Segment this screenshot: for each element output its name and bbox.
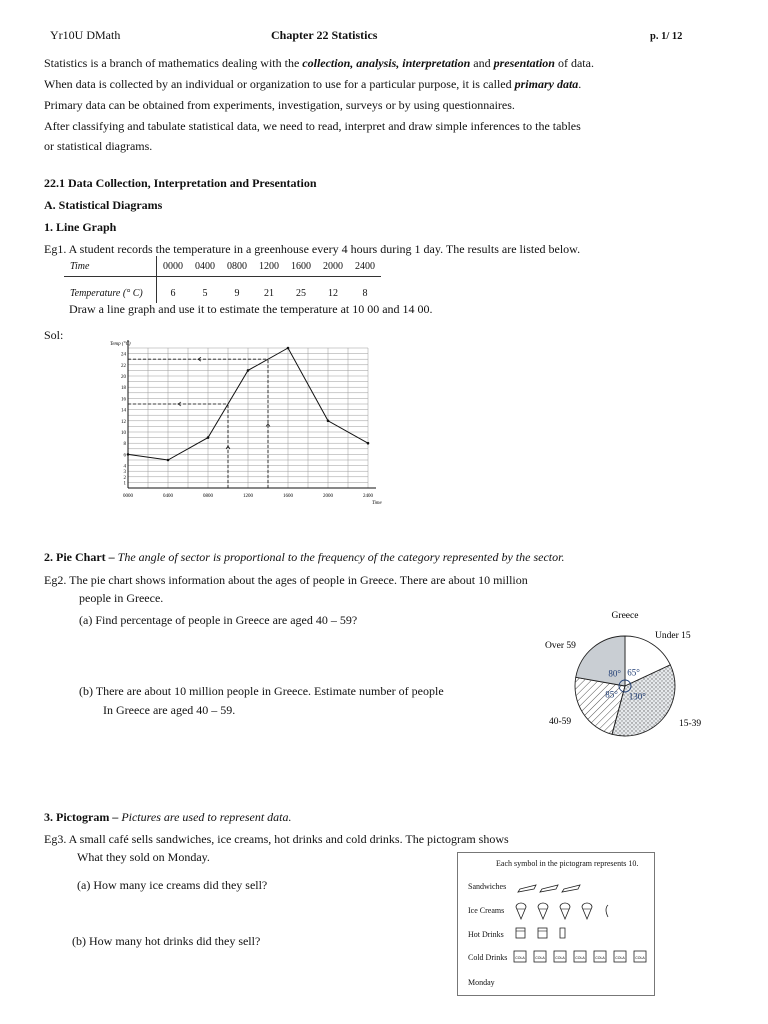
eg3-question-b: (b) How many hot drinks did they sell? [72, 934, 261, 948]
cold-drink-icon [514, 951, 526, 962]
y-axis-label: Temp (°C) [110, 342, 131, 347]
table-cell: 5 [202, 287, 208, 299]
table-cell: 1600 [285, 256, 317, 277]
x-tick-label: 2400 [363, 494, 373, 499]
y-tick-label: 4 [123, 464, 126, 470]
table-cell: 8 [362, 287, 368, 299]
table-cell: 21 [264, 287, 274, 299]
cold-drink-icon [554, 951, 566, 962]
pictogram-symbols [458, 853, 654, 995]
y-tick-label: 2 [123, 475, 126, 481]
table-cell: 9 [234, 287, 240, 299]
table-cell: 0400 [189, 256, 221, 277]
ice-cream-partial-icon [606, 905, 608, 917]
data-point [207, 436, 210, 439]
can-label: COLA [635, 956, 645, 960]
can-label: COLA [535, 956, 545, 960]
y-tick-label: 14 [121, 408, 126, 414]
pie-chart-heading [44, 550, 564, 565]
intro-text: and [470, 56, 494, 70]
can-label: COLA [615, 956, 625, 960]
intro-text: Statistics is a branch of mathematics dealing with the [44, 56, 303, 70]
intro-emphasis: collection, analysis, interpretation [302, 56, 471, 70]
eg3-line-2: What they sold on Monday. [77, 850, 210, 864]
pie-heading-desc: The angle of sector is proportional to the frequency of the category represented by the sector. [117, 550, 565, 564]
pie-heading-label: 2. Pie Chart – [44, 550, 118, 564]
table-row-label: Temperature (° C) [64, 277, 157, 304]
pictogram-row-label: Sandwiches [468, 882, 507, 891]
page-number: p. 1/ 12 [650, 31, 683, 42]
intro-line-1 [44, 56, 594, 71]
table-cell: 2000 [317, 256, 349, 277]
eg1-text: Eg1. A student records the temperature in a greenhouse every 4 hours during 1 day. The results are listed below. [44, 242, 581, 256]
intro-line-3: Primary data can be obtained from experiments, investigation, surveys or by using questionnaires. [44, 98, 515, 112]
intro-line-5: or statistical diagrams. [44, 139, 153, 153]
pictogram-heading [44, 810, 292, 825]
line-graph-heading: 1. Line Graph [44, 220, 117, 234]
pie-angle-label: 65° [627, 667, 640, 678]
table-cell: 25 [296, 287, 306, 299]
can-label: COLA [575, 956, 585, 960]
x-tick-label: 0400 [163, 494, 173, 499]
y-tick-label: 22 [121, 363, 126, 369]
section-title: 22.1 Data Collection, Interpretation and Presentation [44, 176, 317, 190]
pie-label: 40-59 [549, 717, 572, 727]
pictogram-heading-label: 3. Pictogram – [44, 810, 122, 824]
pictogram-row-label: Ice Creams [468, 906, 505, 915]
eg2-line-2: people in Greece. [79, 591, 164, 605]
eg3-question-a: (a) How many ice creams did they sell? [77, 878, 268, 892]
table-cell: 0000 [157, 256, 190, 277]
data-point [287, 347, 290, 350]
table-cell: 2400 [349, 256, 381, 277]
greece-age-pie-chart [535, 602, 715, 752]
page-title: Chapter 22 Statistics [271, 28, 378, 42]
hot-drink-icon [516, 928, 525, 938]
cold-drink-icon [594, 951, 606, 962]
cold-drink-icon [534, 951, 546, 962]
table-cell: 6 [170, 287, 176, 299]
eg2-question-a: (a) Find percentage of people in Greece are aged 40 – 59? [79, 613, 358, 627]
x-tick-label: 1200 [243, 494, 253, 499]
pie-angle-label: 80° [608, 668, 622, 679]
intro-line-4: After classifying and tabulate statistical data, we need to read, interpret and draw simple inferences to the tables [44, 119, 581, 133]
pictogram-row-label: Cold Drinks [468, 953, 508, 962]
x-tick-label: 1600 [283, 494, 293, 499]
ice-cream-icon [560, 903, 570, 919]
pie-label: Over 59 [545, 641, 576, 651]
cafe-pictogram [457, 852, 655, 996]
data-point [167, 459, 170, 462]
intro-emphasis: presentation [493, 56, 555, 70]
hot-drink-partial-icon [560, 928, 565, 938]
pie-label: Greece [611, 611, 639, 621]
y-tick-label: 8 [123, 442, 126, 448]
eg2-question-b-line-1: (b) There are about 10 million people in Greece. Estimate number of people [79, 684, 444, 698]
pictogram-heading-desc: Pictures are used to represent data. [121, 810, 292, 824]
x-tick-label: 0800 [203, 494, 213, 499]
intro-line-2 [44, 77, 581, 92]
intro-text: When data is collected by an individual or organization to use for a particular purpose, it is called [44, 77, 515, 91]
ice-cream-icon [538, 903, 548, 919]
x-tick-label: 2000 [323, 494, 333, 499]
pie-label: 15-39 [679, 719, 702, 729]
table-cell: 12 [328, 287, 338, 299]
y-tick-label: 16 [121, 397, 126, 403]
cold-drink-icon [634, 951, 646, 962]
data-point [127, 453, 130, 456]
data-point [367, 442, 370, 445]
table-row-label: Time [64, 256, 157, 277]
eg1-instruction: Draw a line graph and use it to estimate the temperature at 10 00 and 14 00. [69, 302, 433, 316]
pie-angle-label: 85° [605, 689, 618, 700]
can-label: COLA [515, 956, 525, 960]
y-tick-label: 3 [123, 470, 126, 476]
sandwich-icon [562, 885, 580, 892]
y-tick-label: 6 [123, 453, 126, 459]
y-tick-label: 24 [121, 352, 126, 358]
subsection-title: A. Statistical Diagrams [44, 198, 163, 212]
header-left: Yr10U DMath [50, 28, 121, 42]
y-tick-label: 20 [121, 375, 126, 380]
data-point [247, 369, 250, 372]
eg2-question-b-line-2: In Greece are aged 40 – 59. [103, 703, 236, 717]
cold-drink-icon [614, 951, 626, 962]
pie-label: Under 15 [655, 631, 691, 641]
hot-drink-icon [538, 928, 547, 938]
table-cell: 0800 [221, 256, 253, 277]
y-tick-label: 1 [123, 481, 126, 487]
pictogram-key: Each symbol in the pictogram represents 10. [496, 859, 639, 868]
intro-text: . [578, 77, 582, 91]
temperature-table [64, 256, 381, 303]
data-point [327, 420, 330, 423]
sandwich-icon [540, 885, 558, 892]
can-label: COLA [555, 956, 565, 960]
intro-text: of data. [554, 56, 594, 70]
eg2-line-1: Eg2. The pie chart shows information about the ages of people in Greece. There are about 10 million [44, 573, 528, 587]
ice-cream-icon [516, 903, 526, 919]
y-tick-label: 12 [121, 419, 126, 425]
can-label: COLA [595, 956, 605, 960]
pie-angle-label: 130° [628, 691, 646, 702]
table-cell: 1200 [253, 256, 285, 277]
pictogram-row-label: Hot Drinks [468, 930, 504, 939]
temperature-line-chart [90, 336, 400, 516]
x-tick-label: 0000 [123, 494, 133, 499]
cold-drink-icon [574, 951, 586, 962]
y-tick-label: 10 [121, 431, 126, 436]
pictogram-footer: Monday [468, 978, 495, 987]
y-tick-label: 18 [121, 386, 126, 392]
sandwich-icon [518, 885, 536, 892]
solution-label: Sol: [44, 328, 64, 342]
x-axis-label: Time [372, 501, 382, 506]
ice-cream-icon [582, 903, 592, 919]
intro-emphasis: primary data [514, 77, 579, 91]
eg3-line-1: Eg3. A small café sells sandwiches, ice creams, hot drinks and cold drinks. The pictogram shows [44, 832, 509, 846]
